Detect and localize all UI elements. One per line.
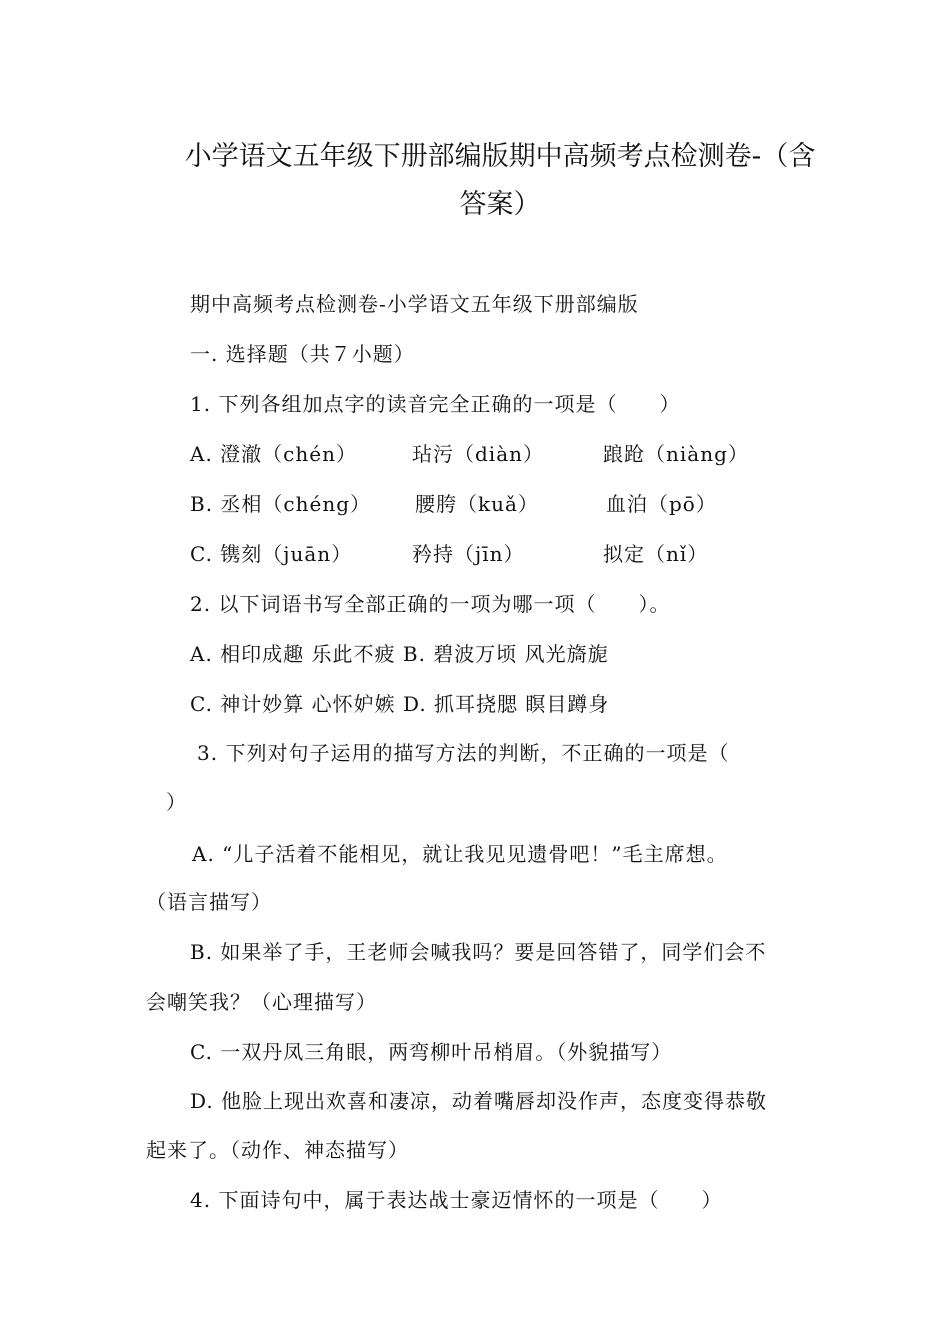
q3-option-b: B. 如果举了手，王老师会喊我吗？要是回答错了，同学们会不: [190, 940, 767, 964]
q2-options-ab: A. 相印成趣 乐此不疲 B. 碧波万顷 风光旖旎: [190, 642, 609, 666]
doc-title-line1: 小学语文五年级下册部编版期中高频考点检测卷-（含: [184, 141, 816, 172]
q1-option-c-word2: 矜持（jīn）: [412, 542, 525, 566]
q1-option-c: C. 镌刻（juān）: [190, 542, 353, 566]
q3-option-b-cont: 会嘲笑我？（心理描写）: [146, 990, 377, 1014]
question-3-stem: 3. 下列对句子运用的描写方法的判断，不正确的一项是（: [197, 741, 730, 765]
q1-option-a-word2: 玷污（diàn）: [412, 442, 545, 466]
q2-options-cd: C. 神计妙算 心怀妒嫉 D. 抓耳挠腮 瞑目蹲身: [190, 692, 610, 716]
q1-option-b-word2: 腰胯（kuǎ）: [415, 492, 539, 516]
question-4-stem: 4. 下面诗句中，属于表达战士豪迈情怀的一项是（ ）: [190, 1188, 723, 1212]
question-3-stem-cont: ）: [166, 790, 187, 814]
q3-option-a-cont: （语言描写）: [146, 890, 272, 914]
q1-option-b: B. 丞相（chéng）: [190, 492, 372, 516]
q3-option-d-cont: 起来了。（动作、神态描写）: [146, 1138, 409, 1162]
q3-option-d: D. 他脸上现出欢喜和凄凉，动着嘴唇却没作声，态度变得恭敬: [190, 1089, 768, 1113]
question-1-stem: 1. 下列各组加点字的读音完全正确的一项是（ ）: [190, 392, 681, 416]
q3-option-c: C. 一双丹凤三角眼，两弯柳叶吊梢眉。（外貌描写）: [190, 1040, 673, 1064]
q1-option-a-word3: 踉跄（niàng）: [603, 442, 749, 466]
q1-option-b-word3: 血泊（pō）: [606, 492, 717, 516]
doc-title-line2: 答案）: [459, 189, 541, 220]
subtitle: 期中高频考点检测卷-小学语文五年级下册部编版: [190, 292, 639, 316]
question-2-stem: 2. 以下词语书写全部正确的一项为哪一项（ ）。: [190, 592, 671, 616]
q3-option-a: A. “儿子活着不能相见，就让我见见遗骨吧！”毛主席想。: [192, 842, 728, 866]
section-heading: 一. 选择题（共７小题）: [190, 342, 415, 366]
q1-option-c-word3: 拟定（nǐ）: [603, 542, 709, 566]
q1-option-a: A. 澄澈（chén）: [190, 442, 357, 466]
